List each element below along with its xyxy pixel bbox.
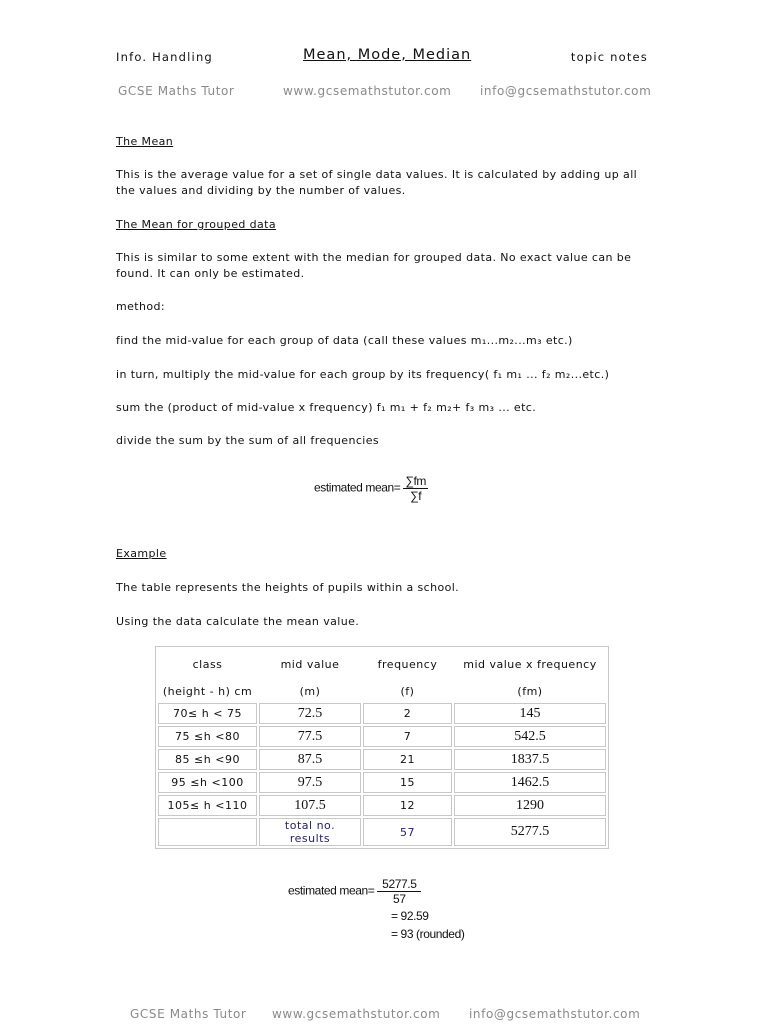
mean-text: This is the average value for a set of single data values. It is calculated by adding up all the values and dividing by the number of values.	[116, 168, 638, 197]
class-cell: 70≤ h < 75	[158, 703, 257, 724]
formula-fraction	[403, 474, 428, 503]
table-header-class: class	[192, 657, 223, 671]
subheader-brand: GCSE Maths Tutor	[118, 84, 235, 98]
formula-label: estimated mean=	[314, 480, 401, 495]
fm-cell: 1837.5	[454, 749, 606, 770]
result-label: estimated mean=	[288, 883, 375, 898]
fm-cell: 542.5	[454, 726, 606, 747]
total-empty-cell	[158, 818, 257, 846]
result-calculation	[288, 877, 421, 906]
subheader-website: www.gcsemathstutor.com	[283, 84, 452, 98]
mid-value-cell: 107.5	[259, 795, 361, 816]
table-header-mid-value: mid value	[280, 657, 340, 671]
result-fraction	[377, 877, 421, 906]
table-row	[158, 749, 606, 770]
method-step-2: in turn, multiply the mid-value for each group by its frequency( f₁ m₁ ... f₂ m₂...etc.)	[116, 368, 610, 381]
table-row	[158, 726, 606, 747]
frequency-cell: 15	[363, 772, 452, 793]
heights-frequency-table	[155, 646, 609, 849]
table-header-row	[158, 649, 606, 679]
mid-value-cell: 87.5	[259, 749, 361, 770]
class-cell: 75 ≤h <80	[158, 726, 257, 747]
table-row	[158, 703, 606, 724]
result-numerator: 5277.5	[377, 877, 421, 892]
total-label-cell: total no. results	[259, 818, 361, 846]
mid-value-cell: 72.5	[259, 703, 361, 724]
class-cell: 85 ≤h <90	[158, 749, 257, 770]
total-frequency-cell: 57	[363, 818, 452, 846]
footer-brand: GCSE Maths Tutor	[130, 1007, 247, 1021]
fm-cell: 1462.5	[454, 772, 606, 793]
table-header-frequency: frequency	[377, 657, 438, 671]
method-step-1: find the mid-value for each group of data (call these values m₁...m₂...m₃ etc.)	[116, 334, 573, 347]
footer-website: www.gcsemathstutor.com	[272, 1007, 441, 1021]
fm-cell: 1290	[454, 795, 606, 816]
table-header-fm: mid value x frequency	[463, 657, 597, 671]
table-subheader-frequency: (f)	[400, 684, 415, 698]
table-row	[158, 795, 606, 816]
class-cell: 105≤ h <110	[158, 795, 257, 816]
total-fm-cell: 5277.5	[454, 818, 606, 846]
grouped-mean-text: This is similar to some extent with the median for grouped data. No exact value can be found. It can only be estimated.	[116, 251, 632, 280]
header-notes-label: topic notes	[570, 50, 648, 64]
formula-denominator: ∑f	[410, 489, 422, 503]
table-subheader-fm: (fm)	[517, 684, 543, 698]
page-header	[116, 49, 648, 67]
frequency-cell: 21	[363, 749, 452, 770]
mid-value-cell: 77.5	[259, 726, 361, 747]
grouped-mean-heading: The Mean for grouped data	[116, 218, 277, 231]
result-line-3: = 93 (rounded)	[391, 927, 465, 941]
mid-value-cell: 97.5	[259, 772, 361, 793]
frequency-cell: 12	[363, 795, 452, 816]
header-topic: Info. Handling	[116, 50, 213, 64]
example-heading: Example	[116, 547, 167, 560]
example-text-1: The table represents the heights of pupils within a school.	[116, 581, 460, 594]
class-cell: 95 ≤h <100	[158, 772, 257, 793]
table-subheader-class: (height - h) cm	[162, 684, 253, 698]
mean-formula	[314, 474, 428, 503]
footer-email: info@gcsemathstutor.com	[469, 1007, 641, 1021]
page-title: Mean, Mode, Median	[303, 47, 472, 63]
result-denominator: 57	[393, 892, 406, 906]
example-text-2: Using the data calculate the mean value.	[116, 615, 360, 628]
table-total-row	[158, 818, 606, 846]
method-label: method:	[116, 300, 165, 313]
formula-numerator: ∑fm	[405, 474, 427, 488]
table-subheader-row	[158, 681, 606, 701]
method-step-4: divide the sum by the sum of all frequencies	[116, 434, 380, 447]
mean-heading: The Mean	[116, 135, 174, 148]
result-line-2: = 92.59	[391, 909, 429, 923]
frequency-cell: 2	[363, 703, 452, 724]
fm-cell: 145	[454, 703, 606, 724]
table-subheader-mid-value: (m)	[299, 684, 321, 698]
frequency-cell: 7	[363, 726, 452, 747]
table-row	[158, 772, 606, 793]
method-step-3: sum the (product of mid-value x frequency) f₁ m₁ + f₂ m₂+ f₃ m₃ ... etc.	[116, 401, 537, 414]
subheader-email: info@gcsemathstutor.com	[480, 84, 652, 98]
